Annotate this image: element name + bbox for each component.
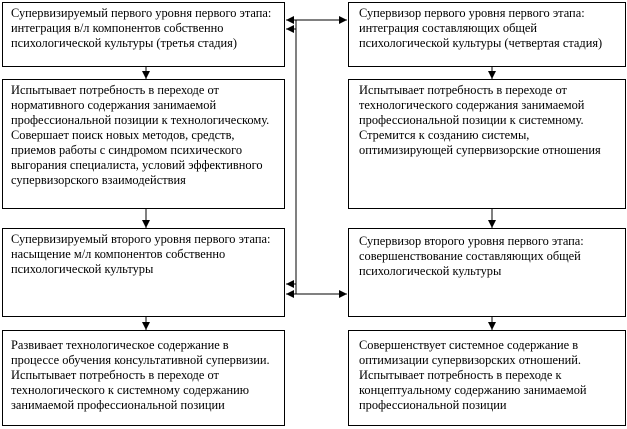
box-supervisor-level2-text: Супервизор второго уровня первого этапа: совершенствование составляющих общей психологической культуры	[359, 234, 584, 278]
box-supervisee-level1-text: Супервизируемый первого уровня первого этапа: интеграция в/л компонентов собственно психологической культуры (третья стадия)	[11, 6, 272, 50]
box-supervisor-level1-needs-text: Испытывает потребность в переходе от технологического содержания занимаемой профессиональной позиции к системному. Стремится к созданию системы, оптимизирующей супервизорские отношения	[359, 83, 601, 157]
box-supervisor-level1-text: Супервизор первого уровня первого этапа: интеграция составляющих общей психологической культуры (четвертая стадия)	[359, 6, 603, 50]
box-supervisee-level2-text: Супервизируемый второго уровня первого этапа: насыщение м/л компонентов собственно психологической культуры	[11, 232, 271, 276]
box-supervisee-level2-development-text: Развивает технологическое содержание в процессе обучения консультативной супервизии. Испытывает потребность в переходе от технологического к системному содержанию занимаемой профессиональной позиции	[11, 338, 270, 412]
box-supervisee-level1-needs-text: Испытывает потребность в переходе от нормативного содержания занимаемой профессиональной позиции к технологическому. Совершает поиск новых методов, средств, приемов работы с синдромом психического выгорания специалиста, условий эффективного супервизорского взаимодействия	[11, 83, 270, 187]
box-supervisor-level2-development-text: Совершенствует системное содержание в оптимизации супервизорских отношений. Испытывает потребность в переходе к концептуальному содержанию занимаемой профессиональной позиции	[359, 338, 587, 412]
